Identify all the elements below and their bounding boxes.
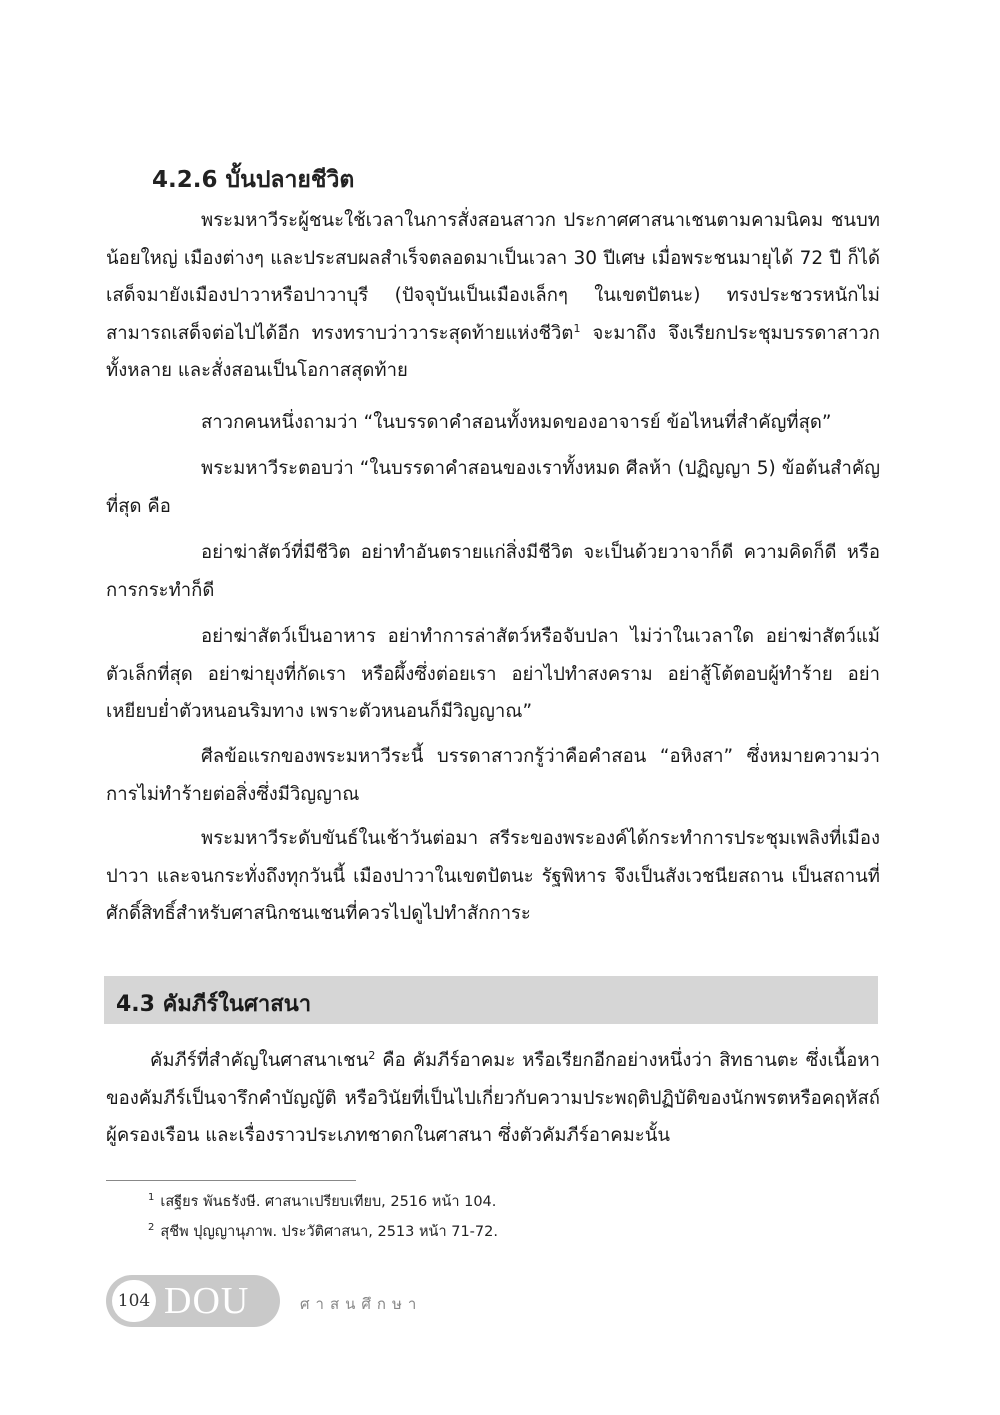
course-name: ศาสนศึกษา — [300, 1295, 423, 1313]
section-header-bar — [104, 976, 878, 1024]
paragraph: พระมหาวีระดับขันธ์ในเช้าวันต่อมา สรีระของพระองค์ได้กระทำการประชุมเพลิงที่เมืองปาวา และจนกระทั่งถึงทุกวันนี้ เมืองปาวาในเขตปัตนะ รัฐพิหาร จึงเป็นสังเวชนียสถาน เป็นสถานที่ศักดิ์สิทธิ์สำหรับศาสนิกชนเชนที่ควรไปดูไปทำสักการะ — [106, 828, 880, 924]
footnote-divider — [106, 1180, 356, 1181]
footnote-mark: 2 — [148, 1222, 155, 1234]
footnote-text: เสฐียร พันธรังษี. ศาสนาเปรียบเทียบ, 2516 หน้า 104. — [160, 1194, 497, 1210]
paragraph-text: จะมาถึง จึงเรียกประชุมบรรดาสาวกทั้งหลาย และสั่งสอนเป็นโอกาสสุดท้าย — [106, 322, 880, 381]
paragraph: อย่าฆ่าสัตว์ที่มีชีวิต อย่าทำอันตรายแก่สิ่งมีชีวิต จะเป็นด้วยวาจาก็ดี ความคิดก็ดี หรือการกระทำก็ดี — [106, 542, 880, 601]
subsection-heading: 4.2.6 บั้นปลายชีวิต — [152, 167, 355, 193]
paragraph-text: คือ คัมภีร์อาคมะ หรือเรียกอีกอย่างหนึ่งว่า สิทธานตะ ซึ่งเนื้อหาของคัมภีร์เป็นจารึกคำบัญญัติ หรือวินัยที่เป็นไปเกี่ยวกับความประพฤติปฏิบัติของนักพรตหรือคฤหัสถ์ผู้ครองเรือน และเรื่องราวประเภทชาดกในศาสนา ซึ่งตัวคัมภีร์อาคมะนั้น — [106, 1050, 880, 1146]
paragraph — [106, 202, 880, 390]
paragraph: อย่าฆ่าสัตว์เป็นอาหาร อย่าทำการล่าสัตว์หรือจับปลา ไม่ว่าในเวลาใด อย่าฆ่าสัตว์แม้ตัวเล็กที่สุด อย่าฆ่ายุงที่กัดเรา หรือผึ้งซึ่งต่อยเรา อย่าไปทำสงคราม อย่าสู้โต้ตอบผู้ทำร้าย อย่าเหยียบย่ำตัวหนอนริมทาง เพราะตัวหนอนก็มีวิญญาณ” — [106, 626, 880, 722]
footnote — [148, 1190, 496, 1213]
page-footer-badge — [106, 1275, 280, 1327]
footnote — [148, 1220, 498, 1243]
paragraph-text: คัมภีร์ที่สำคัญในศาสนาเชน — [150, 1050, 369, 1071]
footnote-text: สุชีพ ปุญญานุภาพ. ประวัติศาสนา, 2513 หน้า 71-72. — [160, 1224, 498, 1240]
paragraph-text: พระมหาวีระผู้ชนะใช้เวลาในการสั่งสอนสาวก ประกาศศาสนาเชนตามคามนิคม ชนบทน้อยใหญ่ เมืองต่างๆ และประสบผลสำเร็จตลอดมาเป็นเวลา 30 ปีเศษ เมื่อพระชนมายุได้ 72 ปี ก็ได้เสด็จมายังเมืองปาวาหรือปาวาบุรี (ปัจจุบันเป็นเมืองเล็กๆ ในเขตปัตนะ) ทรงประชวรหนักไม่สามารถเสด็จต่อไปได้อีก ทรงทราบว่าวาระสุดท้ายแห่งชีวิต — [106, 210, 880, 344]
section-title: 4.3 คัมภีร์ในศาสนา — [116, 992, 312, 1017]
paragraph: ศีลข้อแรกของพระมหาวีระนี้ บรรดาสาวกรู้ว่าคือคำสอน “อหิงสา” ซึ่งหมายความว่า การไม่ทำร้ายต่อสิ่งซึ่งมีวิญญาณ — [106, 746, 880, 805]
footnote-ref: 2 — [368, 1048, 376, 1062]
paragraph — [106, 1042, 880, 1155]
page-number: 104 — [112, 1280, 156, 1322]
footnote-mark: 1 — [148, 1192, 155, 1204]
footnote-ref: 1 — [573, 321, 581, 335]
paragraph: พระมหาวีระตอบว่า “ในบรรดาคำสอนของเราทั้งหมด ศีลห้า (ปฏิญญา 5) ข้อต้นสำคัญที่สุด คือ — [106, 458, 880, 517]
dou-logo: DOU — [164, 1280, 250, 1322]
paragraph: สาวกคนหนึ่งถามว่า “ในบรรดาคำสอนทั้งหมดของอาจารย์ ข้อไหนที่สำคัญที่สุด” — [201, 412, 832, 433]
